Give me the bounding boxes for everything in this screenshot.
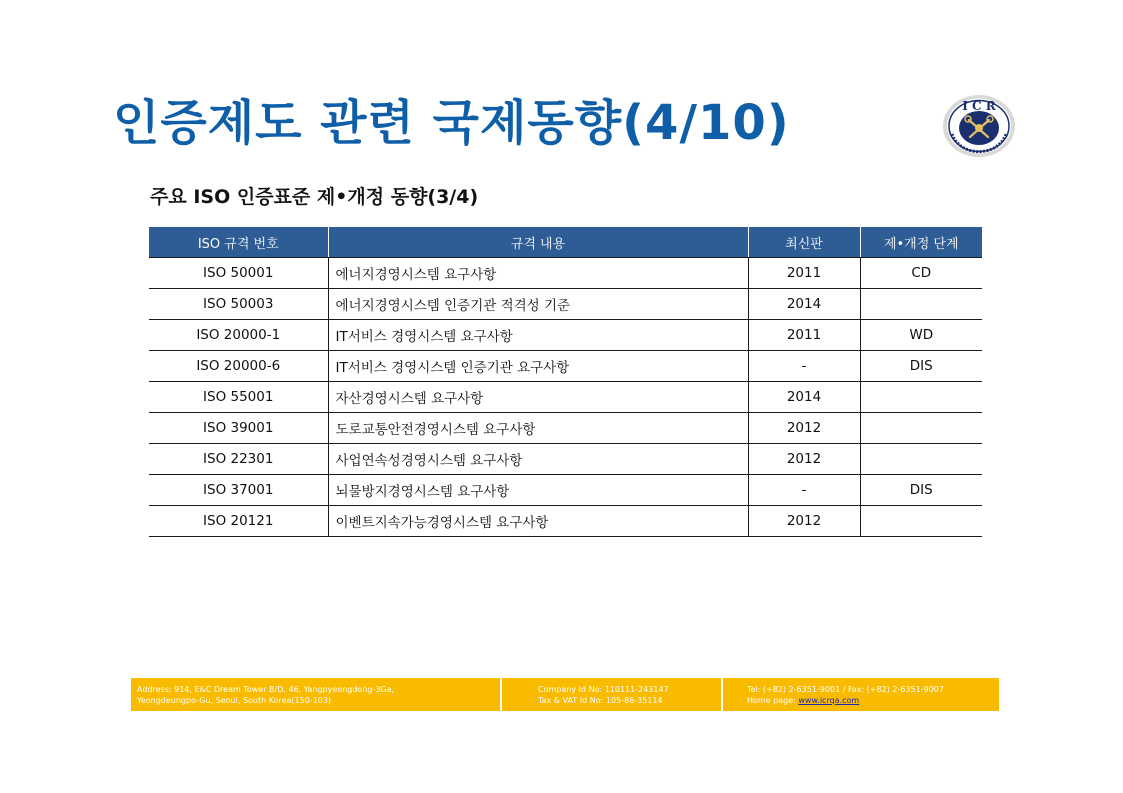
stage-cell <box>860 506 982 537</box>
iso-code-cell: ISO 22301 <box>149 444 328 475</box>
table-header-row <box>149 227 982 258</box>
stage-cell <box>860 444 982 475</box>
stage-cell <box>860 413 982 444</box>
section-subtitle: 주요 ISO 인증표준 제•개정 동향(3/4) <box>150 186 479 208</box>
edition-cell: 2011 <box>748 258 860 289</box>
edition-cell: - <box>748 351 860 382</box>
address-line-2: Yeongdeungpo-Gu, Seoul, South Korea(150-103) <box>137 696 332 705</box>
content-cell: 도로교통안전경영시스템 요구사항 <box>328 413 748 444</box>
address-line-1: Address: 914, E&C Dream Tower B/D, 46, Yangpyeongdong-3Ga, <box>137 685 395 694</box>
edition-cell: 2014 <box>748 289 860 320</box>
tel-fax: Tel: (+82) 2-6351-9001 / Fax: (+82) 2-6351-9007 <box>747 685 944 694</box>
footer-company-ids <box>500 678 721 711</box>
stage-cell: CD <box>860 258 982 289</box>
table-row <box>149 320 982 351</box>
edition-cell: - <box>748 475 860 506</box>
iso-code-cell: ISO 20000-6 <box>149 351 328 382</box>
homepage-link[interactable]: www.icrqa.com <box>798 696 860 705</box>
iso-code-cell: ISO 50001 <box>149 258 328 289</box>
table-row <box>149 382 982 413</box>
footer-contact <box>721 678 999 711</box>
table-row <box>149 289 982 320</box>
header-iso-code: ISO 규격 번호 <box>149 227 328 258</box>
stage-cell: WD <box>860 320 982 351</box>
homepage-line <box>747 695 999 706</box>
content-cell: 에너지경영시스템 요구사항 <box>328 258 748 289</box>
stage-cell: DIS <box>860 475 982 506</box>
iso-code-cell: ISO 39001 <box>149 413 328 444</box>
iso-standards-table <box>149 227 982 537</box>
content-cell: 자산경영시스템 요구사항 <box>328 382 748 413</box>
iso-code-cell: ISO 37001 <box>149 475 328 506</box>
table-row <box>149 351 982 382</box>
header-content: 규격 내용 <box>328 227 748 258</box>
table-row <box>149 413 982 444</box>
header-revision-stage: 제•개정 단계 <box>860 227 982 258</box>
footer-address <box>131 678 500 711</box>
page-title: 인증제도 관련 국제동향(4/10) <box>113 95 790 151</box>
footer-bar <box>131 678 999 711</box>
iso-code-cell: ISO 50003 <box>149 289 328 320</box>
iso-code-cell: ISO 20121 <box>149 506 328 537</box>
homepage-label: Home page: <box>747 696 799 705</box>
content-cell: 이벤트지속가능경영시스템 요구사항 <box>328 506 748 537</box>
content-cell: 사업연속성경영시스템 요구사항 <box>328 444 748 475</box>
edition-cell: 2011 <box>748 320 860 351</box>
content-cell: 뇌물방지경영시스템 요구사항 <box>328 475 748 506</box>
content-cell: IT서비스 경영시스템 요구사항 <box>328 320 748 351</box>
content-cell: IT서비스 경영시스템 인증기관 요구사항 <box>328 351 748 382</box>
iso-code-cell: ISO 20000-1 <box>149 320 328 351</box>
icr-logo <box>942 94 1016 158</box>
table-row <box>149 258 982 289</box>
table-row <box>149 506 982 537</box>
tax-id: Tax & VAT Id No: 105-86-35114 <box>538 696 663 705</box>
iso-code-cell: ISO 55001 <box>149 382 328 413</box>
stage-cell <box>860 289 982 320</box>
stage-cell: DIS <box>860 351 982 382</box>
svg-text:I C R: I C R <box>962 99 996 113</box>
content-cell: 에너지경영시스템 인증기관 적격성 기준 <box>328 289 748 320</box>
edition-cell: 2014 <box>748 382 860 413</box>
table-row <box>149 444 982 475</box>
edition-cell: 2012 <box>748 413 860 444</box>
header-latest-edition: 최신판 <box>748 227 860 258</box>
stage-cell <box>860 382 982 413</box>
table-row <box>149 475 982 506</box>
edition-cell: 2012 <box>748 444 860 475</box>
company-id: Company Id No: 110111-243147 <box>538 685 669 694</box>
edition-cell: 2012 <box>748 506 860 537</box>
